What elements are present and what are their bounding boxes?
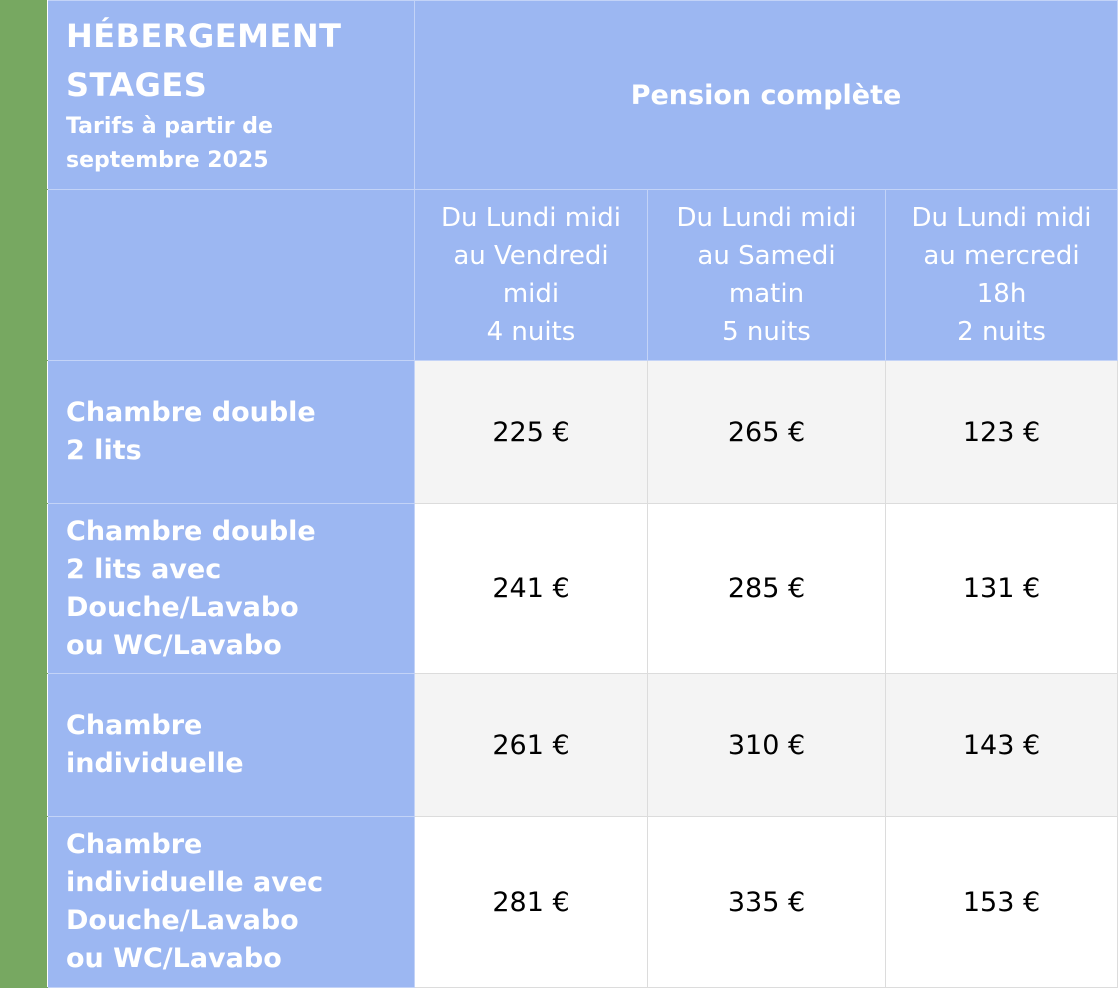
- period-header-row: [1, 190, 1118, 361]
- room-type-cell: Chambre individuelle avec Douche/Lavabo ou WC/Lavabo: [48, 817, 415, 988]
- period-header: Du Lundi midi au Samedi matin 5 nuits: [648, 190, 886, 361]
- accent-stripe: [1, 674, 48, 817]
- room-type-cell: Chambre double 2 lits avec Douche/Lavabo ou WC/Lavabo: [48, 504, 415, 674]
- period-header: Du Lundi midi au mercredi 18h 2 nuits: [886, 190, 1118, 361]
- table-subtitle: septembre 2025: [66, 148, 269, 173]
- table-row: [1, 674, 1118, 817]
- room-type-cell: Chambre individuelle: [48, 674, 415, 817]
- table-row: [1, 504, 1118, 674]
- table-row: [1, 817, 1118, 988]
- table-header-row: [1, 1, 1118, 190]
- accent-stripe: [1, 361, 48, 504]
- price-cell: 241 €: [415, 504, 648, 674]
- price-cell: 143 €: [886, 674, 1118, 817]
- table-subtitle: Tarifs à partir de: [66, 114, 273, 139]
- price-cell: 310 €: [648, 674, 886, 817]
- table-row: [1, 361, 1118, 504]
- accent-stripe: [1, 190, 48, 361]
- price-cell: 225 €: [415, 361, 648, 504]
- accent-stripe: [1, 1, 48, 190]
- table-title: HÉBERGEMENT: [66, 17, 342, 55]
- price-cell: 261 €: [415, 674, 648, 817]
- price-cell: 131 €: [886, 504, 1118, 674]
- room-type-cell: Chambre double 2 lits: [48, 361, 415, 504]
- price-cell: 123 €: [886, 361, 1118, 504]
- price-cell: 153 €: [886, 817, 1118, 988]
- accent-stripe: [1, 504, 48, 674]
- price-cell: 281 €: [415, 817, 648, 988]
- price-cell: 335 €: [648, 817, 886, 988]
- period-header: Du Lundi midi au Vendredi midi 4 nuits: [415, 190, 648, 361]
- accent-stripe: [1, 817, 48, 988]
- price-cell: 285 €: [648, 504, 886, 674]
- price-cell: 265 €: [648, 361, 886, 504]
- empty-header-cell: [48, 190, 415, 361]
- pension-header: Pension complète: [415, 1, 1118, 190]
- table-title-cell: [48, 1, 415, 190]
- table-title: STAGES: [66, 66, 208, 104]
